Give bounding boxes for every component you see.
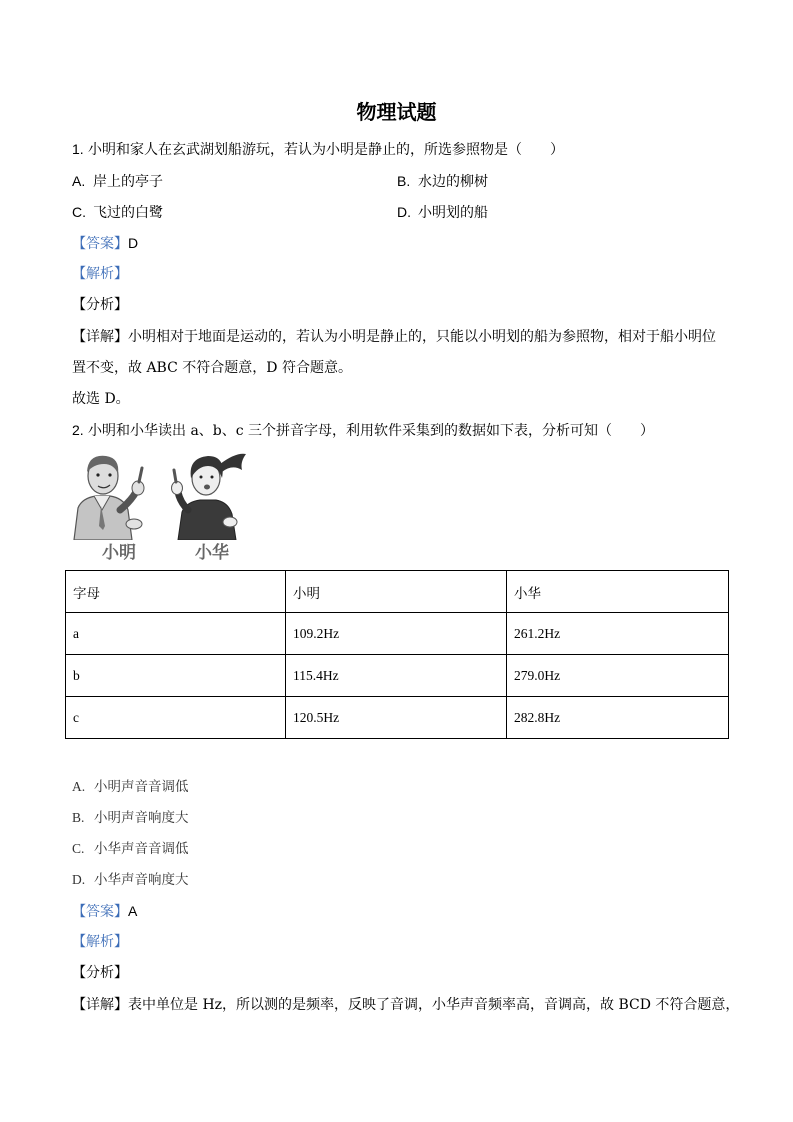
xiangjie-tag: 【详解】 xyxy=(72,997,128,1013)
frequency-table xyxy=(65,570,729,739)
q2-xiangjie-line-1 xyxy=(72,995,739,1015)
option-label: D. xyxy=(72,872,86,887)
q2-stem xyxy=(72,420,654,441)
q2-option-c xyxy=(72,839,189,859)
table-header-cell: 字母 xyxy=(66,571,286,613)
option-text: 飞过的白鹭 xyxy=(93,205,163,221)
q1-fenxi-tag: 【分析】 xyxy=(72,297,128,313)
table-row xyxy=(66,613,729,655)
q1-option-a xyxy=(72,171,163,192)
q1-number: 1. xyxy=(72,141,84,157)
q1-xiangjie-line-2: 置不变，故 ABC 不符合题意，D 符合题意。 xyxy=(72,360,352,376)
q2-option-b xyxy=(72,808,189,828)
option-text: 小明划的船 xyxy=(418,205,488,221)
option-text: 岸上的亭子 xyxy=(93,174,163,190)
option-text: 小华声音音调低 xyxy=(94,841,189,857)
answer-value: A xyxy=(128,903,138,919)
option-text: 水边的柳树 xyxy=(418,174,488,190)
option-text: 小华声音响度大 xyxy=(94,872,189,888)
option-label: B. xyxy=(72,810,85,825)
cartoon-figure xyxy=(70,448,250,540)
table-header-cell: 小华 xyxy=(507,571,729,613)
table-cell: b xyxy=(66,655,286,697)
q2-jiexi-tag: 【解析】 xyxy=(72,934,128,950)
xiaohua-figure xyxy=(172,454,247,540)
table-cell: 115.4Hz xyxy=(286,655,507,697)
q2-option-d xyxy=(72,870,189,890)
q1-xiangjie-line-1 xyxy=(72,327,716,347)
q1-stem-text: 小明和家人在玄武湖划船游玩，若认为小明是静止的，所选参照物是（ ） xyxy=(88,142,564,158)
q2-option-a xyxy=(72,777,189,797)
q1-answer xyxy=(72,233,138,254)
q1-conclusion: 故选 D。 xyxy=(72,391,130,407)
table-header-row xyxy=(66,571,729,613)
table-cell: 261.2Hz xyxy=(507,613,729,655)
answer-value: D xyxy=(128,235,139,251)
q1-option-d xyxy=(397,202,488,223)
option-label: D. xyxy=(397,204,411,220)
table-cell: 279.0Hz xyxy=(507,655,729,697)
option-label: B. xyxy=(397,173,411,189)
table-cell: 109.2Hz xyxy=(286,613,507,655)
table-row xyxy=(66,697,729,739)
q2-number: 2. xyxy=(72,422,84,438)
q1-option-c xyxy=(72,202,163,223)
option-text: 小明声音音调低 xyxy=(94,779,189,795)
option-label: C. xyxy=(72,204,86,220)
option-text: 小明声音响度大 xyxy=(94,810,189,826)
table-header-cell: 小明 xyxy=(286,571,507,613)
option-label: A. xyxy=(72,173,86,189)
xiangjie-text: 小明相对于地面是运动的，若认为小明是静止的，只能以小明划的船为参照物，相对于船小明位 xyxy=(128,329,716,345)
q2-fenxi-tag: 【分析】 xyxy=(72,965,128,981)
q1-option-b xyxy=(397,171,488,192)
figure-label-xiaohua: 小华 xyxy=(195,543,229,563)
q1-jiexi-tag: 【解析】 xyxy=(72,266,128,282)
table-cell: 282.8Hz xyxy=(507,697,729,739)
table-cell: a xyxy=(66,613,286,655)
xiangjie-tag: 【详解】 xyxy=(72,329,128,345)
q1-stem xyxy=(72,139,564,160)
xiangjie-text: 表中单位是 Hz，所以测的是频率，反映了音调，小华声音频率高，音调高，故 BCD 不符合题意， xyxy=(128,997,740,1013)
page-title: 物理试题 xyxy=(356,100,437,124)
q2-stem-text: 小明和小华读出 a、b、c 三个拼音字母，利用软件采集到的数据如下表，分析可知（ ） xyxy=(88,423,655,439)
table-cell: c xyxy=(66,697,286,739)
option-label: C. xyxy=(72,841,85,856)
answer-tag: 【答案】 xyxy=(72,904,128,920)
table-cell: 120.5Hz xyxy=(286,697,507,739)
option-label: A. xyxy=(72,779,86,794)
xiaoming-figure xyxy=(74,456,144,540)
answer-tag: 【答案】 xyxy=(72,236,128,252)
table-row xyxy=(66,655,729,697)
q2-answer xyxy=(72,901,137,922)
figure-label-xiaoming: 小明 xyxy=(102,543,136,563)
